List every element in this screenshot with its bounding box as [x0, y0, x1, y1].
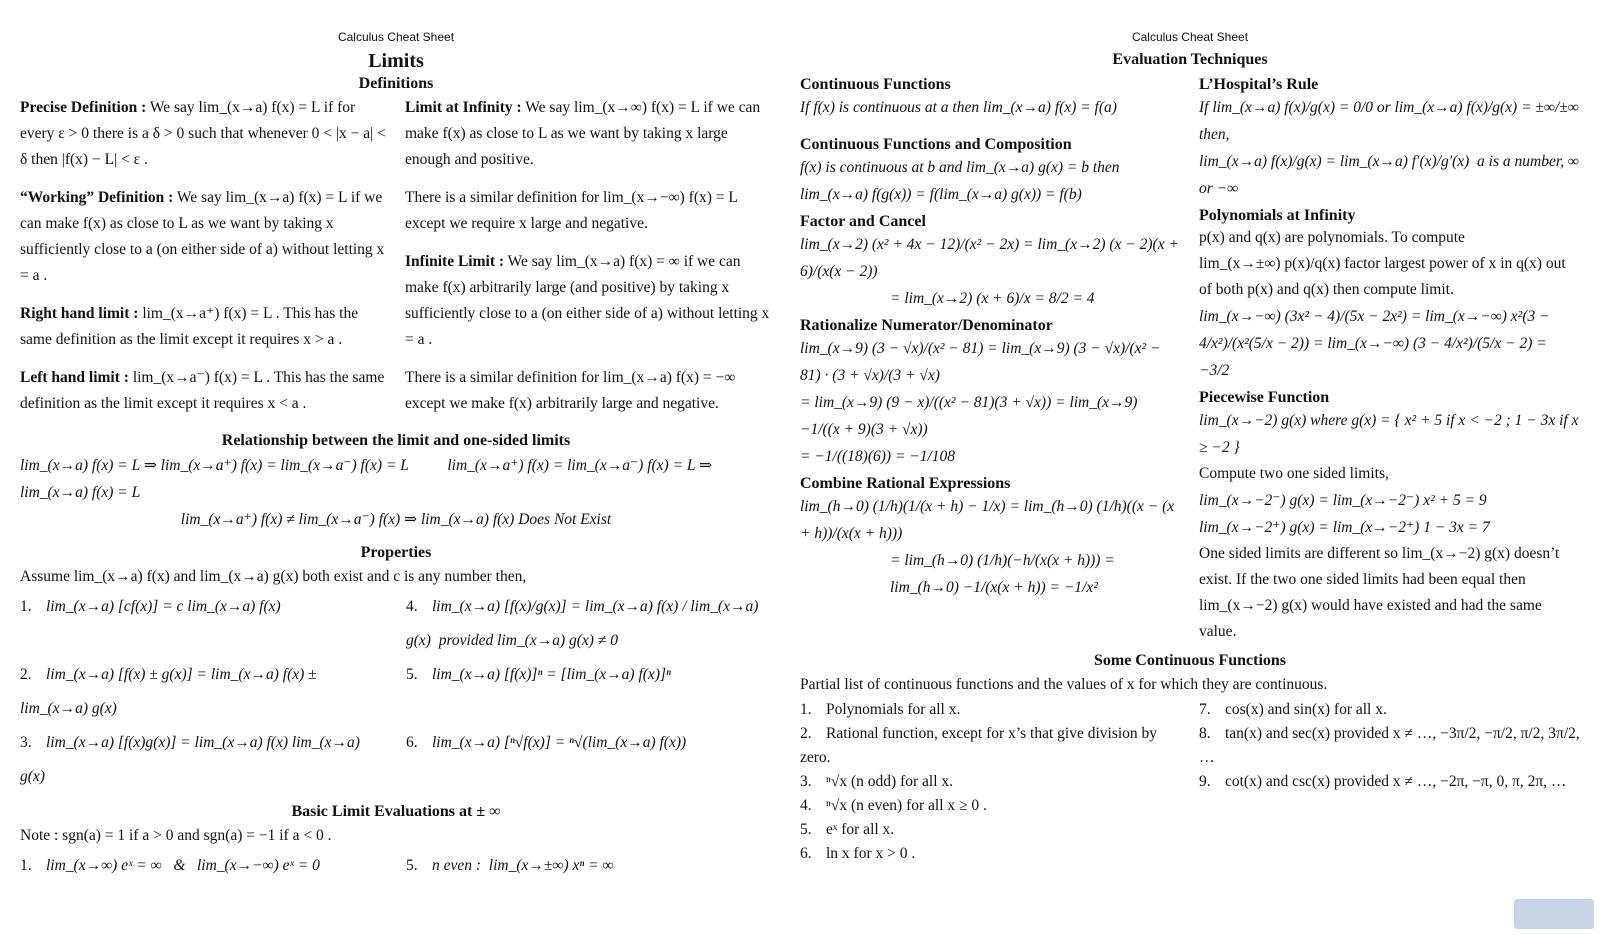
- definitions-col-2: [405, 95, 772, 429]
- def-precise-text: We say lim_(x→a) f(x) = L if for every ε > 0 there is a δ > 0 such that whenever 0 < |x − a| < δ then |f(x) − L| < ε .: [20, 99, 390, 168]
- continuous-item: [800, 722, 1181, 770]
- composition-heading: Continuous Functions and Composition: [800, 136, 1072, 153]
- continuous-item-number: 4.: [800, 797, 812, 814]
- property-item: [406, 726, 772, 794]
- piecewise-heading: Piecewise Function: [1199, 389, 1330, 406]
- basic-limit-text: n even : lim_(x→±∞) xⁿ = ∞: [432, 857, 614, 874]
- piecewise-eq: lim_(x→−2) g(x) where g(x) = { x² + 5 if x < −2 ; 1 − 3x if x ≥ −2 }: [1199, 412, 1583, 456]
- continuous-item: [800, 698, 1181, 722]
- continuous-item-text: ⁿ√x (n odd) for all x.: [826, 773, 954, 790]
- def-neg-infinite-limit: [405, 365, 772, 417]
- def-infinity-lead: Limit at Infinity :: [405, 99, 522, 116]
- relationship-heading: Relationship between the limit and one-sided limits: [221, 432, 571, 449]
- continuous-item: [800, 818, 1181, 842]
- continuous-item-text: ln x for x > 0 .: [826, 845, 916, 862]
- def-right-hand-lead: Right hand limit :: [20, 305, 139, 322]
- def-working: [20, 185, 387, 289]
- evaluation-columns: [800, 71, 1583, 645]
- continuous-item: [1199, 698, 1580, 722]
- some-continuous-heading: Some Continuous Functions: [1093, 652, 1287, 669]
- property-number: 3.: [20, 734, 32, 751]
- property-item: [406, 658, 772, 726]
- some-continuous-intro: Partial list of continuous functions and the values of x for which they are continuous.: [800, 676, 1328, 693]
- factor-cancel-heading: Factor and Cancel: [800, 213, 926, 230]
- continuous-item: [800, 842, 1181, 866]
- def-infinity-text: We say lim_(x→∞) f(x) = L if we can make f(x) as close to L as we want by taking x large enough and positive.: [405, 99, 765, 168]
- rationalize-heading: Rationalize Numerator/Denominator: [800, 317, 1053, 334]
- property-item: [20, 726, 386, 794]
- combine-rational-eq-1: lim_(h→0) (1/h)(1/(x + h) − 1/x) = lim_(h→0) (1/h)((x − (x + h))/(x(x + h))): [800, 498, 1178, 542]
- lhospital-text: If lim_(x→a) f(x)/g(x) = 0/0 or lim_(x→a) f(x)/g(x) = ±∞/±∞ then,: [1199, 99, 1583, 143]
- properties-heading: Properties: [360, 544, 432, 561]
- evaluation-col-2: [1199, 71, 1583, 645]
- def-neg-infinity-text: There is a similar definition for lim_(x→−∞) f(x) = L except we require x large and negative.: [405, 189, 742, 232]
- continuous-item-text: eˣ for all x.: [826, 821, 895, 838]
- continuous-item-number: 5.: [800, 821, 812, 838]
- def-infinite-limit: [405, 249, 772, 353]
- combine-rational-heading: Combine Rational Expressions: [800, 475, 1011, 492]
- evaluation-techniques-title: Evaluation Techniques: [1112, 51, 1268, 68]
- polynomials-infinity-heading: Polynomials at Infinity: [1199, 207, 1356, 224]
- property-text: lim_(x→a) [f(x)g(x)] = lim_(x→a) f(x) lim_(x→a) g(x): [20, 734, 364, 785]
- relationship-line-1: lim_(x→a) f(x) = L ⇒ lim_(x→a⁺) f(x) = lim_(x→a⁻) f(x) = L lim_(x→a⁺) f(x) = lim_(x→a⁻) f(x) = L ⇒ lim_(x→a) f(x) = L: [20, 457, 716, 501]
- continuous-item-text: tan(x) and sec(x) provided x ≠ …, −3π/2, −π/2, π/2, 3π/2, …: [1199, 725, 1580, 766]
- property-item: [20, 658, 386, 726]
- polynomials-text-1: p(x) and q(x) are polynomials. To compute: [1199, 229, 1465, 246]
- continuous-item: [1199, 770, 1580, 794]
- basic-limits-heading: Basic Limit Evaluations at ± ∞: [291, 803, 501, 820]
- def-left-hand-lead: Left hand limit :: [20, 369, 129, 386]
- def-neg-infinity: [405, 185, 772, 237]
- basic-limit-number: 5.: [406, 857, 418, 874]
- property-text: lim_(x→a) [cf(x)] = c lim_(x→a) f(x): [46, 598, 281, 615]
- limits-title: Limits: [368, 50, 424, 72]
- def-working-text: We say lim_(x→a) f(x) = L if we can make f(x) as close to L as we want by taking x sufficiently close to a (on either side of a) without letting x = a .: [20, 189, 389, 284]
- continuous-item-text: Rational function, except for x’s that give division by zero.: [800, 725, 1158, 766]
- property-text: lim_(x→a) [f(x)/g(x)] = lim_(x→a) f(x) / lim_(x→a) g(x) provided lim_(x→a) g(x) ≠ 0: [406, 598, 763, 649]
- continuous-item-text: ⁿ√x (n even) for all x ≥ 0 .: [826, 797, 987, 814]
- basic-limit-number: 1.: [20, 857, 32, 874]
- lhospital-heading: L’Hospital’s Rule: [1199, 76, 1319, 93]
- property-number: 6.: [406, 734, 418, 751]
- definitions-columns: [20, 95, 772, 429]
- definitions-heading: Definitions: [358, 75, 434, 92]
- property-number: 4.: [406, 598, 418, 615]
- def-precise: [20, 95, 390, 173]
- polynomials-eq: lim_(x→−∞) (3x² − 4)/(5x − 2x²) = lim_(x→−∞) x²(3 − 4/x²)/(x²(5/x − 2)) = lim_(x→−∞) (3 − 4/x²)/(5/x − 2) = −3/2: [1199, 308, 1554, 379]
- def-infinite-limit-text: We say lim_(x→a) f(x) = ∞ if we can make f(x) arbitrarily large (and positive) by taking x sufficiently close to a (on either side of a) without letting x = a .: [405, 253, 774, 348]
- def-right-hand-text: lim_(x→a⁺) f(x) = L . This has the same definition as the limit except it requires x > a .: [20, 305, 362, 348]
- continuous-item-number: 1.: [800, 701, 812, 718]
- continuous-list-1: [800, 698, 1181, 866]
- definitions-col-1: [20, 95, 390, 429]
- def-left-hand: [20, 365, 387, 417]
- property-item: [20, 590, 386, 658]
- right-page-header: Calculus Cheat Sheet: [1131, 30, 1249, 44]
- continuous-item-number: 3.: [800, 773, 812, 790]
- property-text: lim_(x→a) [f(x) ± g(x)] = lim_(x→a) f(x) ± lim_(x→a) g(x): [20, 666, 321, 717]
- def-precise-lead: Precise Definition :: [20, 99, 147, 116]
- basic-limit-text: lim_(x→∞) eˣ = ∞ & lim_(x→−∞) eˣ = 0: [46, 857, 320, 874]
- def-left-hand-text: lim_(x→a⁻) f(x) = L . This has the same definition as the limit except it requires x < a .: [20, 369, 389, 412]
- continuous-item-number: 2.: [800, 725, 812, 742]
- piecewise-text-1: Compute two one sided limits,: [1199, 465, 1389, 482]
- evaluation-col-1: [800, 71, 1181, 645]
- continuous-item-number: 6.: [800, 845, 812, 862]
- def-working-lead: “Working” Definition :: [20, 189, 174, 206]
- rationalize-eq-2: = lim_(x→9) (9 − x)/((x² − 81)(3 + √x)) = lim_(x→9) −1/((x + 9)(3 + √x)): [800, 394, 1142, 438]
- properties-list: [20, 590, 772, 794]
- some-continuous-columns: [800, 698, 1580, 866]
- continuous-functions-heading: Continuous Functions: [800, 76, 951, 93]
- property-number: 1.: [20, 598, 32, 615]
- continuous-item-number: 7.: [1199, 701, 1211, 718]
- composition-eq: lim_(x→a) f(g(x)) = f(lim_(x→a) g(x)) = f(b): [800, 186, 1082, 203]
- piecewise-eq-3: lim_(x→−2⁺) g(x) = lim_(x→−2⁺) 1 − 3x = 7: [1199, 519, 1490, 536]
- combine-rational-eq-2: = lim_(h→0) (1/h)(−h/(x(x + h))) = lim_(h→0) −1/(x(x + h)) = −1/x²: [890, 552, 1119, 596]
- def-neg-infinite-limit-text: There is a similar definition for lim_(x→a) f(x) = −∞ except we make f(x) arbitrarily large and negative.: [405, 369, 740, 412]
- property-text: lim_(x→a) [ⁿ√f(x)] = ⁿ√(lim_(x→a) f(x)): [432, 734, 687, 751]
- rationalize-eq-1: lim_(x→9) (3 − √x)/(x² − 81) = lim_(x→9) (3 − √x)/(x² − 81) · (3 + √x)/(3 + √x): [800, 340, 1165, 384]
- right-page: [800, 0, 1600, 935]
- continuous-item-number: 8.: [1199, 725, 1211, 742]
- polynomials-text-3: of both p(x) and q(x) then compute limit.: [1199, 281, 1454, 298]
- basic-limit-item: [20, 849, 386, 883]
- relationship-line-2: lim_(x→a⁺) f(x) ≠ lim_(x→a⁻) f(x) ⇒ lim_(x→a) f(x) Does Not Exist: [180, 511, 612, 528]
- continuous-functions-text: If f(x) is continuous at a then lim_(x→a) f(x) = f(a): [800, 99, 1117, 116]
- watermark-logo: [1514, 899, 1594, 929]
- continuous-item: [1199, 722, 1580, 770]
- properties-intro: Assume lim_(x→a) f(x) and lim_(x→a) g(x) both exist and c is any number then,: [20, 568, 527, 585]
- property-number: 2.: [20, 666, 32, 683]
- property-text: lim_(x→a) [f(x)]ⁿ = [lim_(x→a) f(x)]ⁿ: [432, 666, 671, 683]
- continuous-list-2: [1199, 698, 1580, 866]
- continuous-item-text: cos(x) and sin(x) for all x.: [1225, 701, 1387, 718]
- continuous-item: [800, 794, 1181, 818]
- property-number: 5.: [406, 666, 418, 683]
- continuous-item-text: Polynomials for all x.: [826, 701, 961, 718]
- continuous-item-number: 9.: [1199, 773, 1211, 790]
- factor-cancel-eq-1: lim_(x→2) (x² + 4x − 12)/(x² − 2x) = lim_(x→2) (x − 2)(x + 6)/(x(x − 2)): [800, 236, 1183, 280]
- continuous-item-text: cot(x) and csc(x) provided x ≠ …, −2π, −π, 0, π, 2π, …: [1225, 773, 1567, 790]
- rationalize-eq-3: = −1/((18)(6)) = −1/108: [800, 448, 956, 465]
- property-item: [406, 590, 772, 658]
- factor-cancel-eq-2: = lim_(x→2) (x + 6)/x = 8/2 = 4: [890, 290, 1095, 307]
- left-page: [0, 0, 790, 935]
- def-right-hand: [20, 301, 387, 353]
- piecewise-text-2: One sided limits are different so lim_(x→−2) g(x) doesn’t exist. If the two one sided limits had been equal then lim_(x→−2) g(x) would have existed and had the same value.: [1199, 545, 1564, 640]
- def-infinite-limit-lead: Infinite Limit :: [405, 253, 505, 270]
- polynomials-text-2: lim_(x→±∞) p(x)/q(x) factor largest power of x in q(x) out: [1199, 255, 1566, 272]
- basic-limit-item: [406, 849, 772, 883]
- def-infinity: [405, 95, 772, 173]
- left-page-header: Calculus Cheat Sheet: [337, 30, 455, 44]
- basic-limits-list: [20, 849, 772, 883]
- piecewise-eq-2: lim_(x→−2⁻) g(x) = lim_(x→−2⁻) x² + 5 = 9: [1199, 492, 1487, 509]
- composition-text: f(x) is continuous at b and lim_(x→a) g(x) = b then: [800, 159, 1120, 176]
- basic-limits-note: Note : sgn(a) = 1 if a > 0 and sgn(a) = −1 if a < 0 .: [20, 827, 332, 844]
- continuous-item: [800, 770, 1181, 794]
- lhospital-eq: lim_(x→a) f(x)/g(x) = lim_(x→a) f′(x)/g′(x) a is a number, ∞ or −∞: [1199, 153, 1583, 197]
